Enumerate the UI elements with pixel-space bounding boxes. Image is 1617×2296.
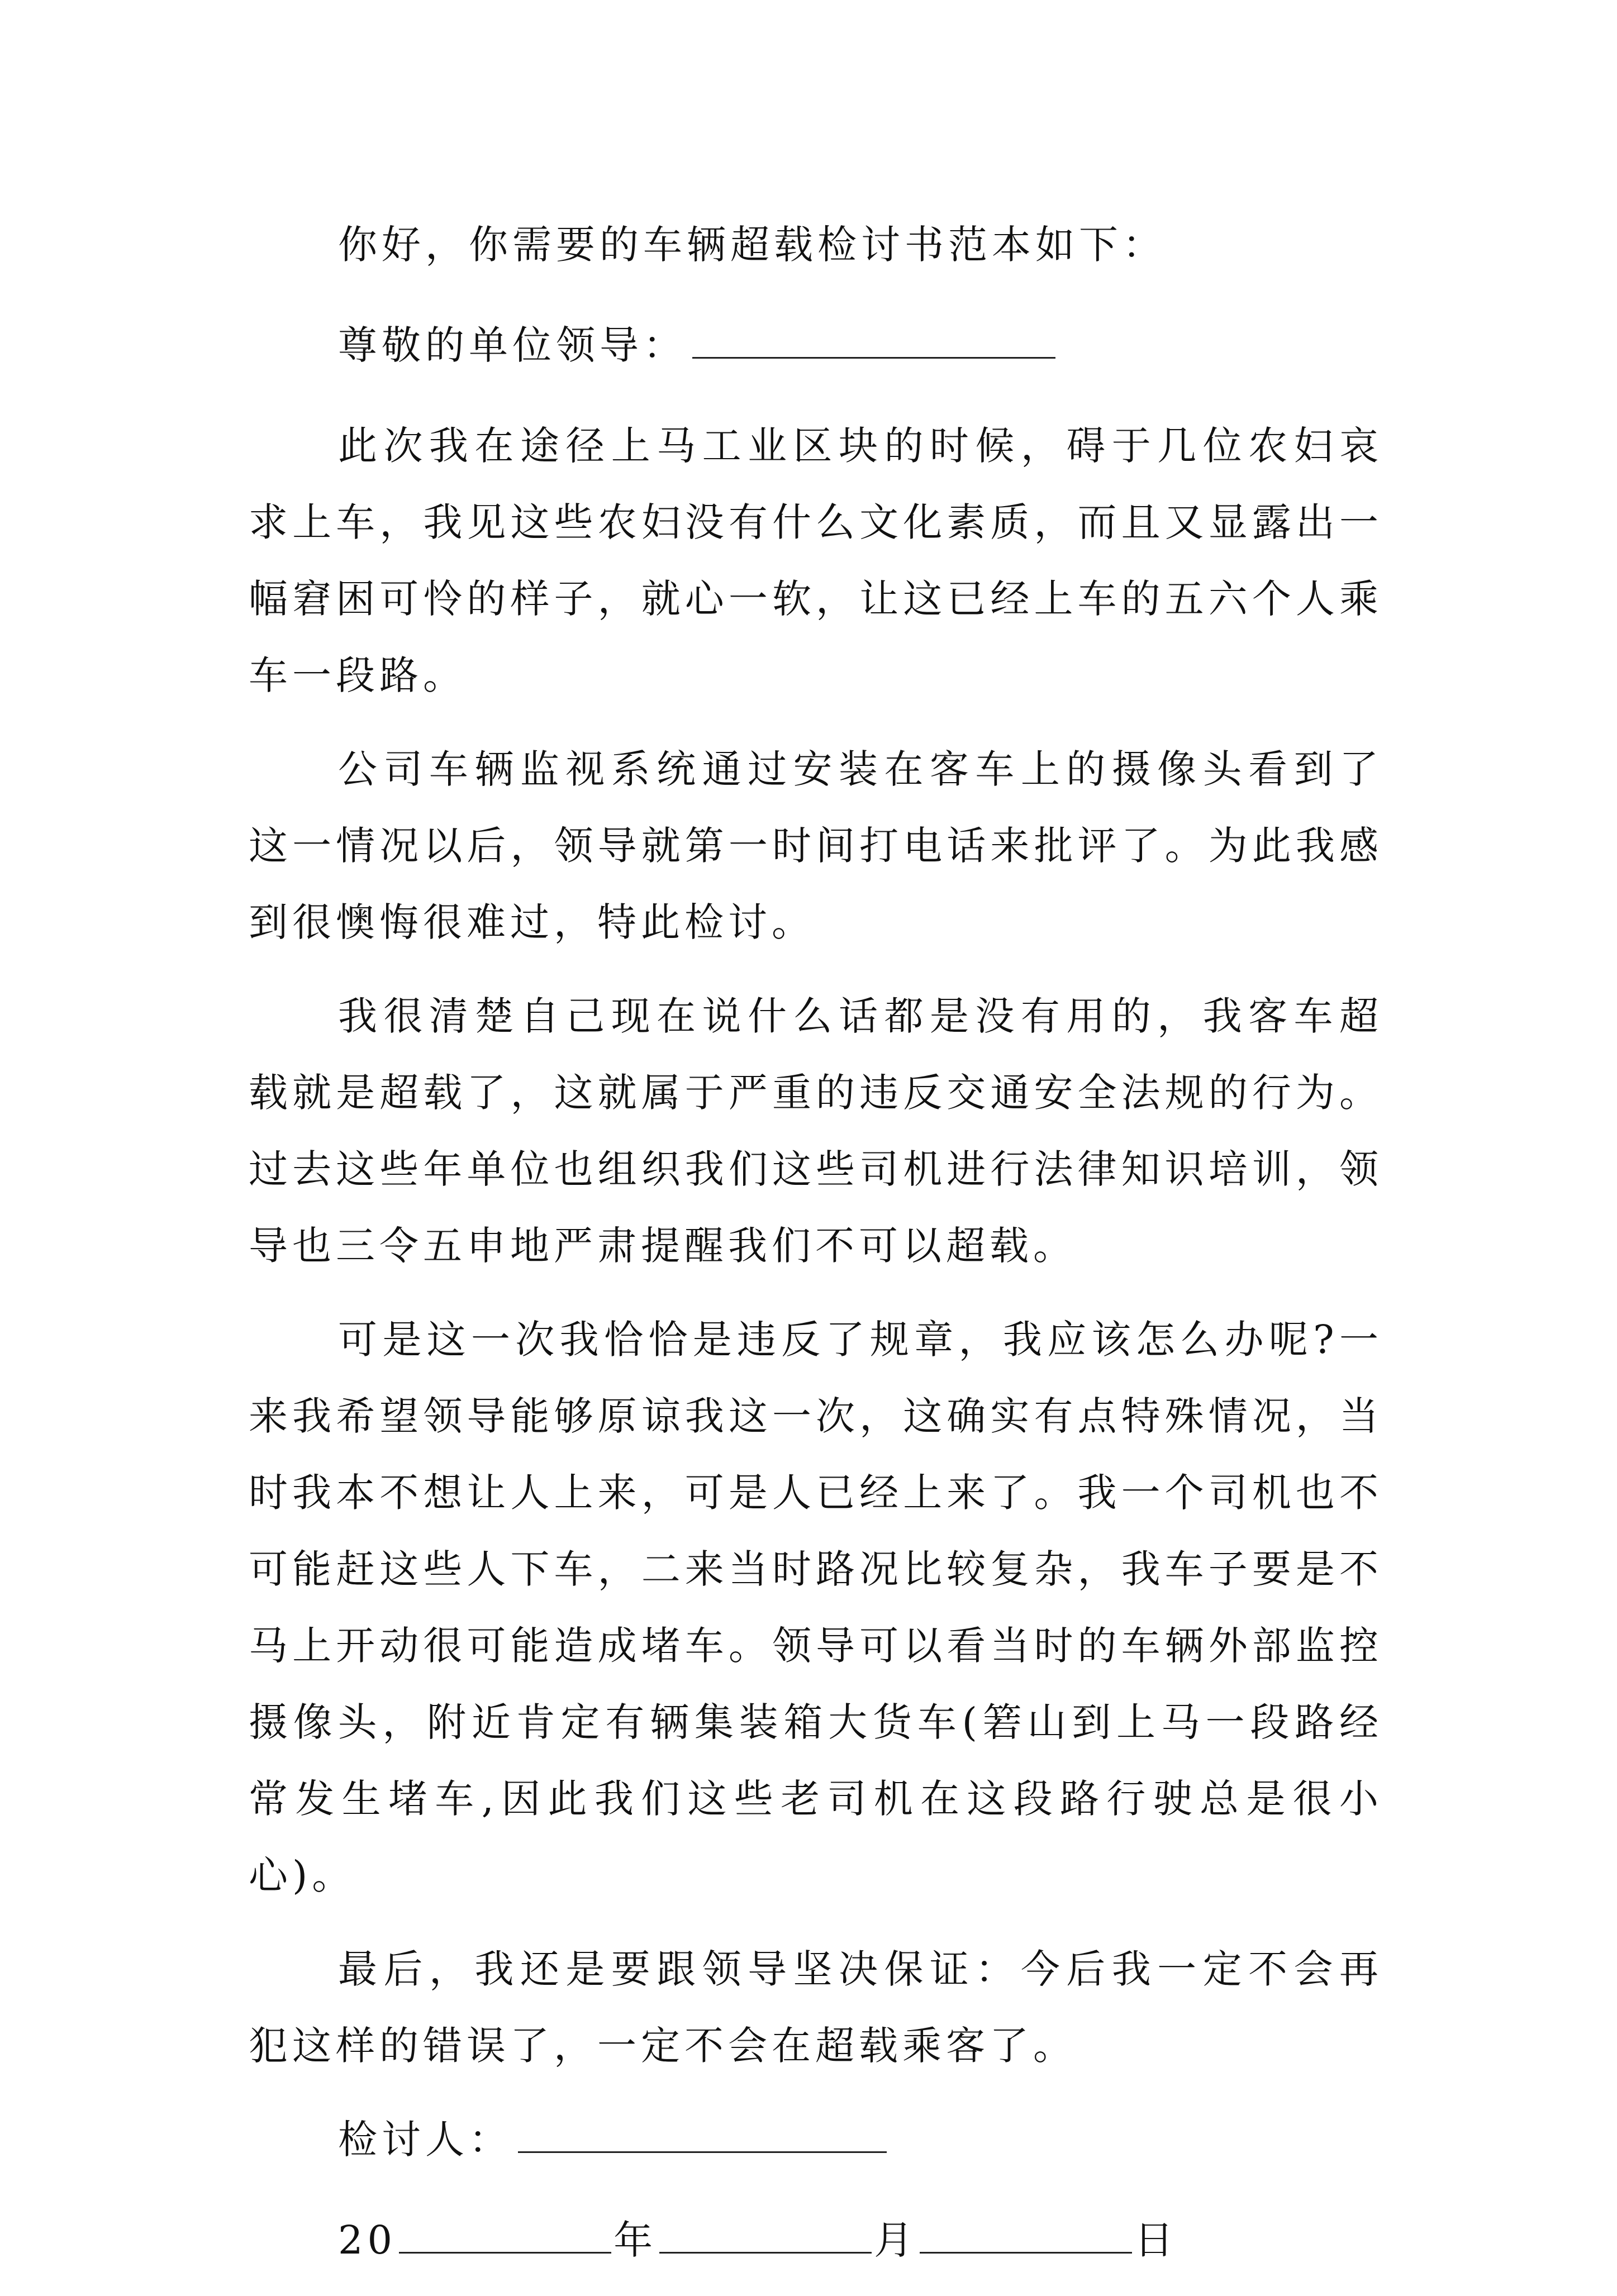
date-line <box>249 2202 1383 2279</box>
paragraph-acknowledgement: 我很清楚自己现在说什么话都是没有用的，我客车超载就是超载了，这就属于严重的违反交通安全法规的行为。过去这些年单位也组织我们这些司机进行法律知识培训，领导也三令五申地严肃提醒我们不可以超载。 <box>249 993 1383 1269</box>
paragraph-incident: 此次我在途径上马工业区块的时候，碍于几位农妇哀求上车，我见这些农妇没有什么文化素质，而且又显露出一幅窘困可怜的样子，就心一软，让这已经上车的五六个人乘车一段路。 <box>249 423 1383 698</box>
day-blank <box>920 2213 1132 2254</box>
date-prefix: 20 <box>338 2217 397 2263</box>
paragraph-explanation: 可是这一次我恰恰是违反了规章，我应该怎么办呢?一来我希望领导能够原谅我这一次，这确实有点特殊情况，当时我本不想让人上来，可是人已经上来了。我一个司机也不可能赶这些人下车，二来当时路况比较复杂，我车子要是不马上开动很可能造成堵车。领导可以看当时的车辆外部监控摄像头，附近肯定有辆集装箱大货车(箬山到上马一段路经常发生堵车,因此我们这些老司机在这段路行驶总是很小心)。 <box>249 1317 1383 1898</box>
salutation-line <box>249 307 1383 384</box>
year-label: 年 <box>613 2217 658 2263</box>
addressee-blank <box>692 318 1055 359</box>
day-label: 日 <box>1134 2217 1178 2263</box>
document-body <box>249 207 1383 2296</box>
salutation-text: 尊敬的单位领导： <box>338 322 687 368</box>
intro-line: 你好，你需要的车辆超载检讨书范本如下： <box>338 222 1166 268</box>
signer-label: 检讨人： <box>338 2117 512 2162</box>
year-blank <box>399 2213 611 2254</box>
month-blank <box>659 2213 872 2254</box>
signer-blank <box>518 2112 887 2153</box>
signer-line <box>249 2102 1383 2178</box>
month-label: 月 <box>874 2217 918 2263</box>
paragraph-discovery: 公司车辆监视系统通过安装在客车上的摄像头看到了这一情况以后，领导就第一时间打电话来批评了。为此我感到很懊悔很难过，特此检讨。 <box>249 746 1383 945</box>
paragraph-promise: 最后，我还是要跟领导坚决保证：今后我一定不会再犯这样的错误了，一定不会在超载乘客了。 <box>249 1946 1383 2069</box>
